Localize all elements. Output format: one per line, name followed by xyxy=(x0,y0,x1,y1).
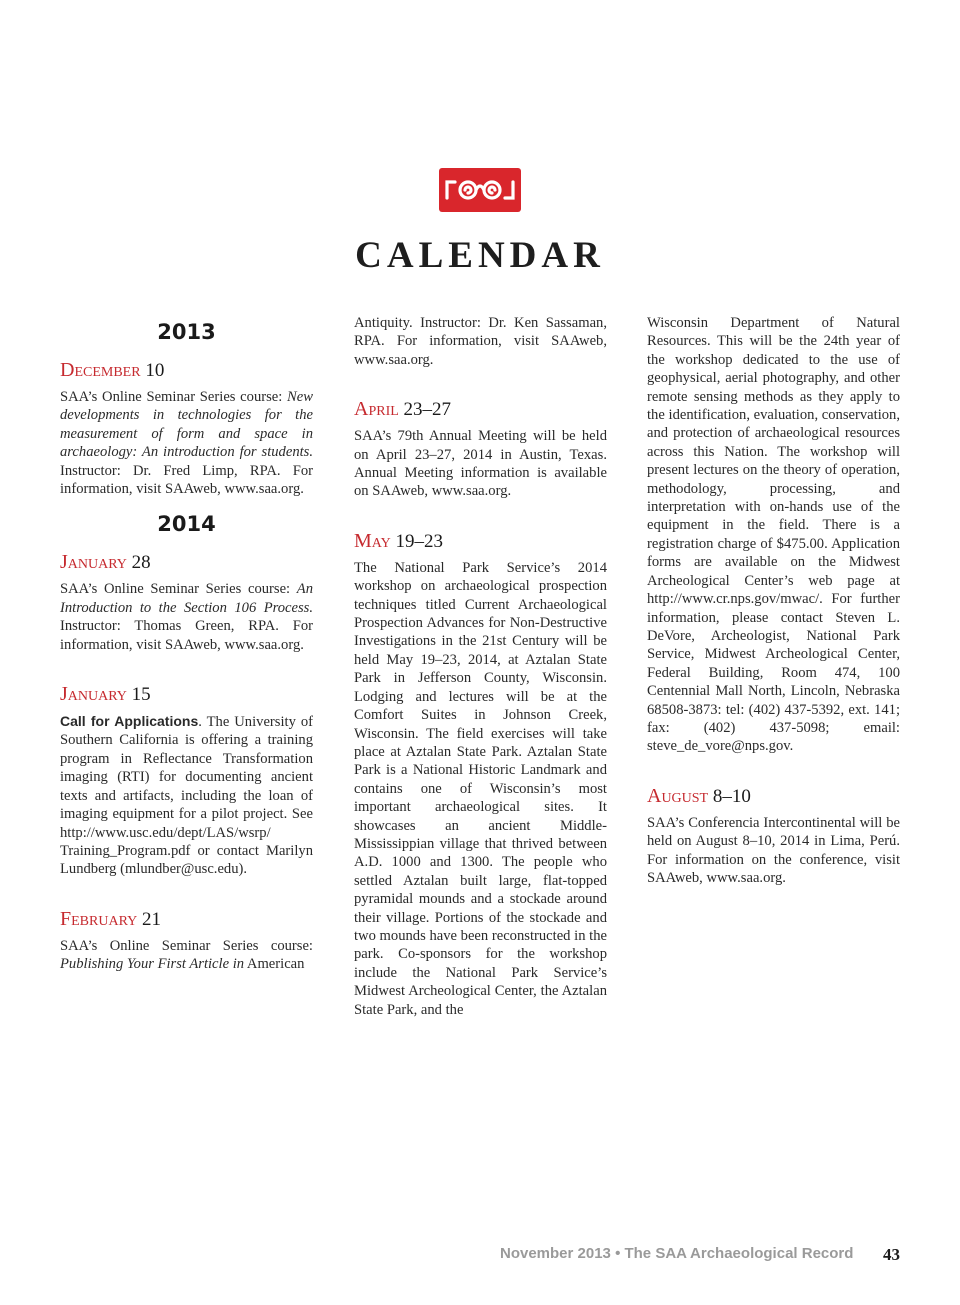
event-date-heading xyxy=(647,784,900,809)
event-date-heading xyxy=(60,682,313,707)
event-description xyxy=(60,712,313,879)
event-date-heading xyxy=(354,529,607,554)
event-day: 21 xyxy=(142,908,161,930)
event-description xyxy=(60,580,313,654)
continued-description: Wisconsin Department of Natural Resources. This will be the 24th year of the workshop dedicated to the use of geophysical, aerial photography, and other remote sensing methods as they apply to the identification, evaluation, conservation, and protection of archaeological resources across this Nation. The workshop will present lectures on the theory of operation, methodology, processing, and interpretation with on-hands use of the equipment in the field. There is a registration charge of $475.00. Application forms are available on the Midwest Archeological Center’s web page at http://www.cr.nps.gov/mwac/. For further information, please contact Steven L. DeVore, Archeologist, National Park Service, Midwest Archeological Center, Federal Building, Room 474, 100 Centennial Mall North, Lincoln, Nebraska 68508-3873: tel: (402) 437-5392, ext. 141; fax: (402) 437-5098; email: steve_de_vore@nps.gov. xyxy=(647,315,900,755)
event-continued-text xyxy=(647,314,900,756)
footer-publication: November 2013 • The SAA Archaeological Record xyxy=(500,1245,854,1262)
year-heading-2013: 2013 xyxy=(157,320,216,344)
event-month: January xyxy=(60,683,127,706)
continued-description: Antiquity. Instructor: Dr. Ken Sassaman, RPA. For information, visit SAAweb, www.saa.org. xyxy=(354,315,607,368)
course-title: An Introduction to the Section 106 Process. xyxy=(60,581,313,616)
event-day: 8–10 xyxy=(712,785,751,807)
event-description xyxy=(60,388,313,498)
event-text: Instructor: Thomas Green, RPA. For information, visit SAAweb, www.saa.org. xyxy=(60,618,313,653)
event-january-28 xyxy=(60,550,313,654)
event-day: 28 xyxy=(131,552,151,574)
event-description: SAA’s 79th Annual Meeting will be held on April 23–27, 2014 in Austin, Texas. Annual Meeting information is available on SAAweb, www.saa.org. xyxy=(354,428,607,500)
event-day: 23–27 xyxy=(403,399,452,421)
event-month: December xyxy=(60,359,141,381)
event-day: 15 xyxy=(131,684,151,706)
event-day: 19–23 xyxy=(395,530,443,552)
year-heading-2014: 2014 xyxy=(157,512,216,537)
event-day: 10 xyxy=(145,360,165,381)
event-date-heading xyxy=(60,358,313,383)
event-text: SAA’s Online Seminar Series course: xyxy=(60,581,297,598)
call-for-applications-label: Call for Applications xyxy=(60,713,199,730)
calendar-column-3 xyxy=(647,314,900,915)
event-date-heading xyxy=(60,550,313,575)
event-february-21 xyxy=(60,907,313,974)
event-description: The National Park Service’s 2014 workshop on archaeological prospection techniques titled Current Archaeological Prospection Advances for Non-Destructive Investigations in the 21st Century will be held May 19–23, 2014, at Aztalan State Park in Jefferson County, Wisconsin. Lodging and lectures will be at the Comfort Suites in Johnson Creek, Wisconsin. The field exercises will take place at Aztalan State Park. Aztalan State Park is a National Historic Landmark and contains one of Wisconsin’s most important archaeological sites. It showcases an ancient Middle-Mississippian village that thrived between A.D. 1000 and 1300. The people who settled Aztalan built large, flat-topped pyramidal mounds and a stockade around their village. Portions of the stockade and two mounds have been reconstructed in the park. Co-sponsors for the workshop include the National Park Service’s Midwest Archeological Center, the Aztalan State Park, and the xyxy=(354,559,607,1018)
event-month: April xyxy=(354,398,399,421)
event-description: SAA’s Conferencia Intercontinental will be held on August 8–10, 2014 in Lima, Perú. For information on the conference, visit SAAweb, www.saa.org. xyxy=(647,814,900,886)
event-text: American xyxy=(244,956,305,973)
event-month: February xyxy=(60,907,138,930)
calendar-column-1 xyxy=(60,314,313,1002)
event-month: August xyxy=(647,784,709,807)
event-january-15 xyxy=(60,682,313,879)
course-title: New developments in technologies for the measurement of form and space in archaeology: An introduction for students. xyxy=(60,389,313,461)
event-text: . The University of Southern California is offering a training program in Reflectance Transformation imaging (RTI) for documenting ancient texts and artifacts, including the loan of imaging equipment for a pilot project. See http://www.usc.edu/dept/LAS/wsrp/ Training_Program.pdf or contact Marilyn Lundberg (mlundber@usc.edu). xyxy=(60,714,313,878)
event-may-19-23 xyxy=(354,529,607,1019)
event-month: January xyxy=(60,551,127,574)
page-footer xyxy=(500,1243,900,1267)
event-date-heading xyxy=(354,397,607,422)
course-title: Publishing Your First Article in xyxy=(60,956,245,973)
event-text: Instructor: Dr. Fred Limp, RPA. For information, visit SAAweb, www.saa.org. xyxy=(60,462,313,498)
page-number: 43 xyxy=(883,1245,900,1264)
calendar-column-2 xyxy=(354,314,607,1047)
event-december-10 xyxy=(60,358,313,498)
event-month: May xyxy=(354,529,391,552)
saa-spiral-logo-icon xyxy=(439,168,521,212)
event-date-heading xyxy=(60,907,313,932)
page-title: CALENDAR xyxy=(355,235,605,276)
event-text: SAA’s Online Seminar Series course: xyxy=(60,389,288,405)
event-april-23-27 xyxy=(354,397,607,501)
event-text: SAA’s Online Seminar Series course: xyxy=(60,937,313,954)
event-description xyxy=(60,937,313,974)
event-august-8-10 xyxy=(647,784,900,888)
event-continued-text xyxy=(354,314,607,369)
